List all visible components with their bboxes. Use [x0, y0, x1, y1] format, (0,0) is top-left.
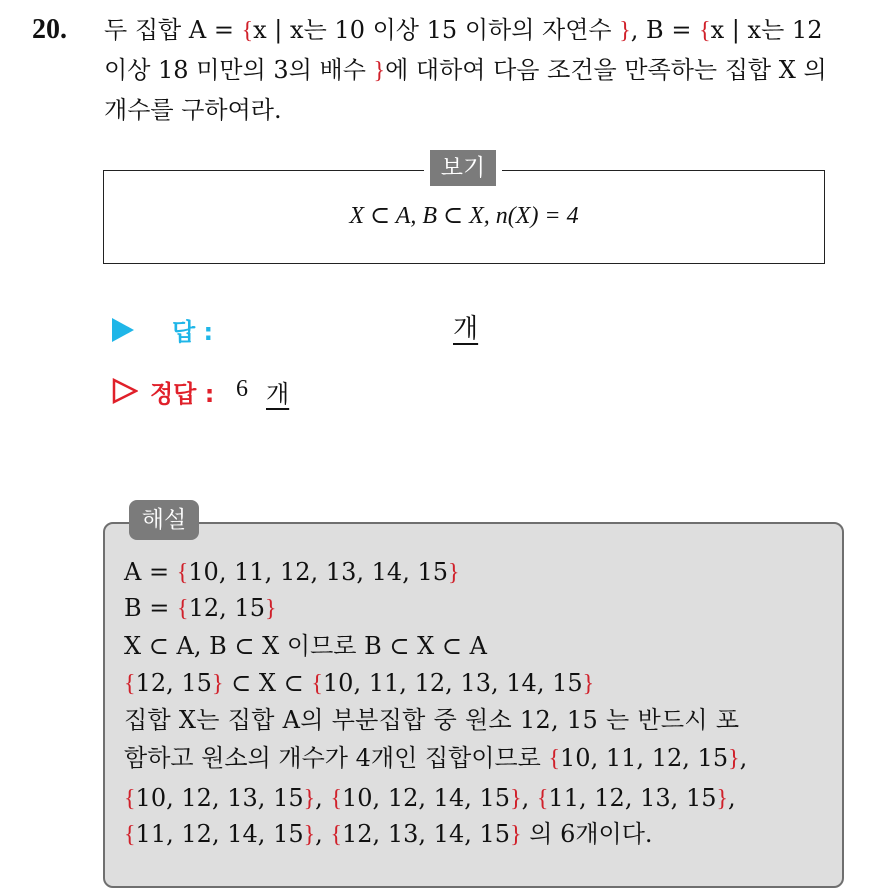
solution-tag: 해설	[129, 500, 199, 540]
solution-line-3: X ⊂ A, B ⊂ X 이므로 B ⊂ X ⊂ A	[124, 632, 487, 660]
solution-line-8: {11, 12, 14, 15}, {12, 13, 14, 15} 의 6개이다.	[124, 820, 653, 848]
question-number: 20.	[32, 14, 67, 45]
solution-line-4: {12, 15} ⊂ X ⊂ {10, 11, 12, 13, 14, 15}	[124, 669, 595, 697]
correct-answer-unit: 개	[266, 380, 290, 408]
condition-tag: 보기	[430, 150, 496, 186]
answer-label: 답 :	[172, 318, 214, 346]
correct-answer-value: 6	[236, 376, 248, 402]
solution-line-6: 함하고 원소의 개수가 4개인 집합이므로 {10, 11, 12, 15},	[124, 744, 748, 772]
solution-line-1: A = {10, 11, 12, 13, 14, 15}	[124, 558, 460, 586]
question-line-1: 두 집합 A = {x | x는 10 이상 15 이하의 자연수 }, B = {x | x는 12	[104, 16, 823, 44]
correct-answer-triangle-icon	[112, 378, 138, 404]
solution-line-2: B = {12, 15}	[124, 594, 277, 622]
solution-line-7: {10, 12, 13, 15}, {10, 12, 14, 15}, {11, 12, 13, 15},	[124, 784, 736, 812]
solution-line-5: 집합 X는 집합 A의 부분집합 중 원소 12, 15 는 반드시 포	[124, 706, 740, 734]
answer-triangle-icon	[112, 318, 134, 342]
question-line-2: 이상 18 미만의 3의 배수 }에 대하여 다음 조건을 만족하는 집합 X 의	[104, 56, 827, 84]
question-line-3: 개수를 구하여라.	[104, 96, 282, 124]
condition-content: X ⊂ A, B ⊂ X, n(X) = 4	[349, 203, 579, 229]
answer-unit: 개	[453, 314, 479, 344]
correct-answer-label: 정답 :	[150, 380, 215, 408]
